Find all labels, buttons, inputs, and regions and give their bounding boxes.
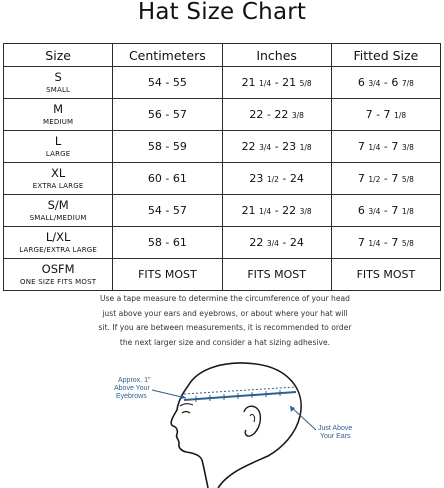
- fitted-start-fraction: 1/4: [368, 239, 381, 248]
- inches-start: 21: [241, 76, 260, 89]
- ears-label-line: Your Ears: [320, 433, 351, 440]
- fitted-end-fraction: 3/8: [401, 143, 414, 152]
- inches-start-fraction: 1/4: [259, 207, 272, 216]
- size-description: MEDIUM: [42, 117, 74, 126]
- size-code: S: [54, 69, 62, 84]
- inches-start-fraction: 3/8: [291, 111, 304, 120]
- fitted-size-cell: [331, 67, 440, 99]
- inches-start-fraction: 3/4: [266, 239, 279, 248]
- ears-pointer: [290, 406, 316, 430]
- inches-start-fraction: 1/2: [266, 175, 279, 184]
- fitted-start: 7 - 7: [365, 108, 395, 121]
- size-description: SMALL/MEDIUM: [29, 213, 87, 222]
- fitted-end: - 7: [380, 172, 402, 185]
- size-cell: [4, 131, 113, 163]
- inches-start: 22: [249, 236, 267, 249]
- fitted-end-fraction: 7/8: [401, 79, 414, 88]
- inches-cell: [222, 195, 331, 227]
- inches-start: 23: [249, 172, 267, 185]
- eyebrow-label-line: Eyebrows: [116, 393, 147, 400]
- table-row: [4, 163, 441, 195]
- table-row: [4, 195, 441, 227]
- centimeters-cell: 60 - 61: [113, 163, 222, 195]
- fitted-start-fraction: 3/4: [368, 79, 381, 88]
- size-cell: [4, 163, 113, 195]
- inches-end: - 23: [271, 140, 300, 153]
- centimeters-cell: 58 - 61: [113, 227, 222, 259]
- inches-start-fraction: 1/4: [259, 79, 272, 88]
- inches-start-fraction: 3/4: [259, 143, 272, 152]
- inches-start: 21: [241, 204, 260, 217]
- header-size: Size: [4, 44, 113, 67]
- size-description: EXTRA LARGE: [32, 181, 84, 190]
- fitted-size-cell: [331, 99, 440, 131]
- size-description: ONE SIZE FITS MOST: [20, 277, 97, 286]
- fitted-end-fraction: 5/8: [401, 239, 414, 248]
- inches-start: FITS MOST: [247, 268, 306, 281]
- fitted-start: 6: [357, 76, 369, 89]
- fitted-start: 7: [357, 140, 369, 153]
- size-code: L/XL: [45, 229, 71, 244]
- size-code: OSFM: [41, 261, 75, 276]
- fitted-end: - 7: [380, 140, 402, 153]
- fitted-end: - 6: [380, 76, 402, 89]
- table-row: [4, 99, 441, 131]
- inches-cell: [222, 227, 331, 259]
- fitted-end: - 7: [380, 236, 402, 249]
- inches-end-fraction: 1/8: [299, 143, 312, 152]
- size-description: LARGE: [45, 149, 71, 158]
- head-outline: [171, 363, 301, 488]
- table-row: [4, 131, 441, 163]
- inches-cell: [222, 67, 331, 99]
- fitted-end-fraction: 1/8: [401, 207, 414, 216]
- fitted-start-fraction: 3/4: [368, 207, 381, 216]
- page-title: Hat Size Chart: [137, 0, 307, 25]
- centimeters-cell: 56 - 57: [113, 99, 222, 131]
- table-row: [4, 227, 441, 259]
- size-code: XL: [50, 165, 66, 180]
- inches-cell: [222, 163, 331, 195]
- inches-end: - 22: [271, 204, 300, 217]
- centimeters-cell: FITS MOST: [113, 259, 222, 291]
- tape-ticks: [196, 390, 280, 402]
- fitted-start-fraction: 1/4: [368, 143, 381, 152]
- table-header-row: [4, 44, 441, 67]
- inches-end-fraction: 5/8: [299, 79, 312, 88]
- header-fitted-size: Fitted Size: [331, 44, 440, 67]
- size-cell: [4, 67, 113, 99]
- instruction-line: the next larger size and consider a hat sizing adhesive.: [119, 337, 331, 347]
- centimeters-cell: 54 - 55: [113, 67, 222, 99]
- ear-outline: [244, 406, 260, 436]
- ears-pointer-arrow: [290, 406, 295, 412]
- fitted-size-cell: [331, 195, 440, 227]
- eyebrow-mark: [180, 404, 193, 406]
- size-description: SMALL: [46, 85, 71, 94]
- centimeters-cell: 58 - 59: [113, 131, 222, 163]
- table-row: [4, 259, 441, 291]
- inches-cell: [222, 99, 331, 131]
- fitted-start: 7: [357, 172, 369, 185]
- fitted-size-cell: [331, 259, 440, 291]
- fitted-start: 7: [357, 236, 369, 249]
- fitted-end: - 7: [380, 204, 402, 217]
- inches-cell: [222, 259, 331, 291]
- size-code: S/M: [47, 197, 69, 212]
- fitted-size-cell: [331, 163, 440, 195]
- size-description: LARGE/EXTRA LARGE: [19, 245, 98, 254]
- fitted-size-cell: [331, 227, 440, 259]
- size-cell: [4, 99, 113, 131]
- fitted-start: 6: [357, 204, 369, 217]
- centimeters-cell: 54 - 57: [113, 195, 222, 227]
- instruction-line: Use a tape measure to determine the circumference of your head: [99, 294, 351, 303]
- fitted-start: FITS MOST: [356, 268, 416, 281]
- size-cell: [4, 227, 113, 259]
- fitted-start-fraction: 1/2: [368, 175, 381, 184]
- fitted-size-cell: [331, 131, 440, 163]
- size-cell: [4, 259, 113, 291]
- size-code: M: [53, 101, 64, 116]
- header-inches: Inches: [222, 44, 331, 67]
- inches-end: - 24: [278, 236, 304, 249]
- inches-cell: [222, 131, 331, 163]
- measurement-instructions: [60, 292, 390, 350]
- inches-start: 22 - 22: [249, 108, 292, 121]
- size-code: L: [54, 133, 62, 148]
- instruction-line: just above your ears and eyebrows, or about where your hat will: [102, 308, 348, 318]
- size-cell: [4, 195, 113, 227]
- header-centimeters: Centimeters: [113, 44, 222, 67]
- ears-label-line: Just Above: [318, 425, 353, 432]
- table-row: [4, 67, 441, 99]
- inches-end-fraction: 3/8: [299, 207, 312, 216]
- eyebrow-label-line: Above Your: [114, 385, 150, 392]
- inches-end: - 21: [271, 76, 300, 89]
- head-measurement-diagram: [100, 360, 360, 488]
- eye-mark: [182, 412, 190, 414]
- size-table: [3, 43, 441, 291]
- inches-start: 22: [241, 140, 260, 153]
- ear-inner: [250, 414, 255, 422]
- fitted-start-fraction: 1/8: [394, 111, 407, 120]
- eyebrow-label-line: Approx. 1": [118, 377, 151, 384]
- inches-end: - 24: [278, 172, 304, 185]
- fitted-end-fraction: 5/8: [401, 175, 414, 184]
- instruction-line: sit. If you are between measurements, it is recommended to order: [98, 323, 352, 333]
